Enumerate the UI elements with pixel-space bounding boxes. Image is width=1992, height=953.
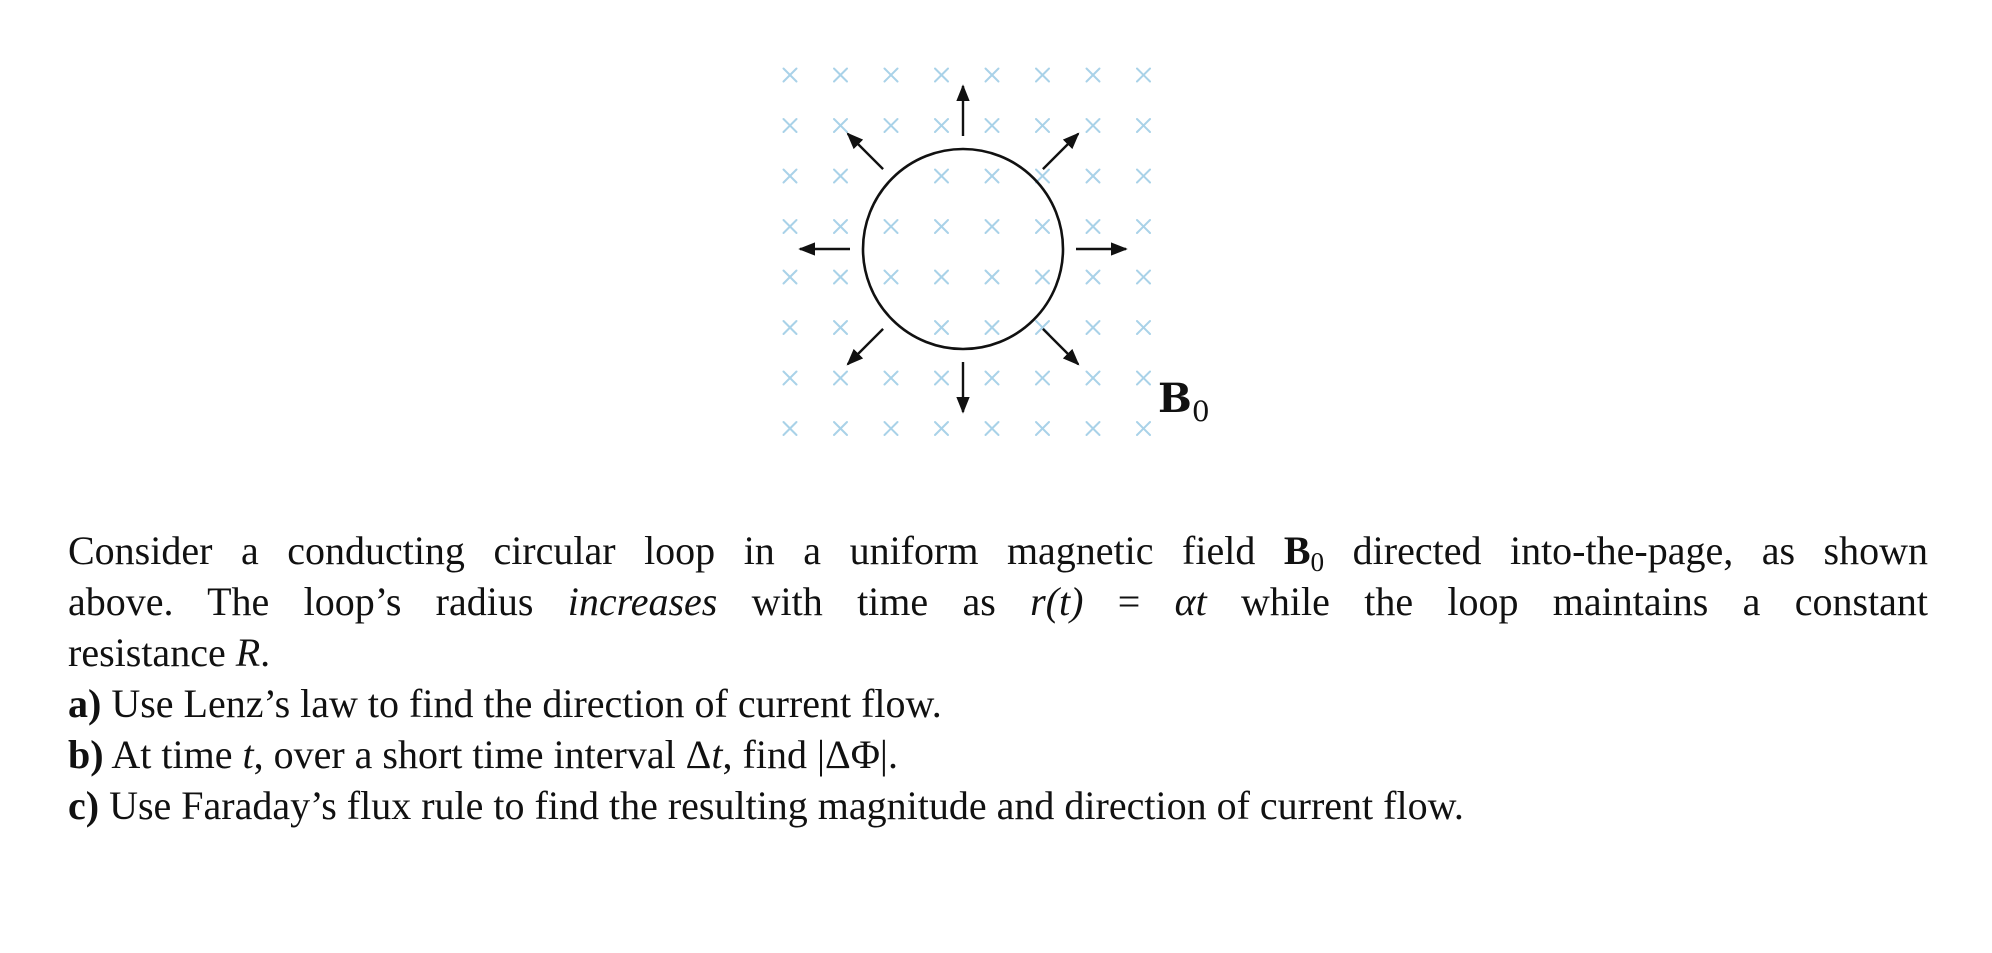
part-a: a) Use Lenz’s law to find the direction of current flow.	[68, 681, 942, 726]
cross-icon	[935, 271, 948, 284]
cross-icon	[834, 69, 847, 82]
cross-icon	[885, 69, 898, 82]
cross-icon	[834, 271, 847, 284]
cross-icon	[784, 220, 797, 233]
cross-icon	[1087, 422, 1100, 435]
intro-line-1: Consider a conducting circular loop in a uniform magnetic field $B_0$ directed into-the-page, as shown	[68, 528, 1928, 577]
loop-diagram	[0, 0, 1992, 460]
cross-icon	[1036, 220, 1049, 233]
cross-icon	[1087, 321, 1100, 334]
cross-icon	[1036, 119, 1049, 132]
cross-icon	[885, 422, 898, 435]
cross-icon	[1137, 422, 1150, 435]
cross-icon	[986, 119, 999, 132]
arrow-icon	[848, 134, 883, 169]
cross-icon	[986, 271, 999, 284]
cross-icon	[1137, 271, 1150, 284]
magnetic-field-grid	[784, 69, 1151, 436]
arrow-icon	[1043, 329, 1078, 364]
field-label-subscript: 0	[1191, 395, 1210, 428]
increases-emphasis: increases	[567, 579, 718, 624]
cross-icon	[834, 170, 847, 183]
cross-icon	[784, 170, 797, 183]
cross-icon	[935, 422, 948, 435]
cross-icon	[1036, 372, 1049, 385]
cross-icon	[1137, 170, 1150, 183]
cross-icon	[1087, 170, 1100, 183]
cross-icon	[784, 69, 797, 82]
cross-icon	[935, 119, 948, 132]
problem-statement	[68, 525, 1928, 831]
radius-function: r(t)	[1030, 579, 1084, 624]
cross-icon	[784, 321, 797, 334]
cross-icon	[1137, 69, 1150, 82]
part-c: c) Use Faraday’s flux rule to find the resulting magnitude and direction of current flow.	[68, 783, 1464, 828]
cross-icon	[1036, 422, 1049, 435]
cross-icon	[784, 372, 797, 385]
cross-icon	[1137, 220, 1150, 233]
part-b-label: b)	[68, 732, 104, 777]
cross-icon	[986, 422, 999, 435]
cross-icon	[784, 422, 797, 435]
field-label: $B_0$	[1158, 375, 1210, 428]
cross-icon	[1087, 271, 1100, 284]
cross-icon	[935, 69, 948, 82]
cross-icon	[1137, 119, 1150, 132]
cross-icon	[1036, 69, 1049, 82]
cross-icon	[935, 220, 948, 233]
cross-icon	[784, 119, 797, 132]
cross-icon	[834, 220, 847, 233]
cross-icon	[1087, 372, 1100, 385]
resistance-symbol: R	[235, 630, 261, 675]
cross-icon	[834, 119, 847, 132]
cross-icon	[935, 372, 948, 385]
cross-icon	[1036, 170, 1049, 183]
intro-line-3: resistance R.	[68, 630, 271, 675]
part-c-label: c)	[68, 783, 100, 828]
cross-icon	[1087, 69, 1100, 82]
arrow-icon	[1043, 134, 1078, 169]
expansion-arrows	[800, 86, 1126, 412]
cross-icon	[986, 69, 999, 82]
part-a-label: a)	[68, 681, 102, 726]
cross-icon	[935, 321, 948, 334]
cross-icon	[986, 321, 999, 334]
cross-icon	[986, 170, 999, 183]
cross-icon	[885, 271, 898, 284]
cross-icon	[1137, 372, 1150, 385]
cross-icon	[834, 372, 847, 385]
cross-icon	[1087, 220, 1100, 233]
field-symbol: B	[1283, 528, 1311, 573]
cross-icon	[885, 119, 898, 132]
conducting-loop	[863, 149, 1063, 349]
cross-icon	[834, 321, 847, 334]
cross-icon	[885, 372, 898, 385]
arrow-icon	[848, 329, 883, 364]
cross-icon	[885, 220, 898, 233]
intro-line-2: above. The loop’s radius increases with time as r(t) = αt while the loop maintains a constant	[68, 579, 1928, 624]
cross-icon	[784, 271, 797, 284]
cross-icon	[834, 422, 847, 435]
part-b: b) At time t, over a short time interval Δt, find |ΔΦ|.	[68, 732, 898, 777]
cross-icon	[986, 220, 999, 233]
alpha-t: αt	[1174, 579, 1207, 624]
cross-icon	[1137, 321, 1150, 334]
cross-icon	[935, 170, 948, 183]
cross-icon	[986, 372, 999, 385]
field-subscript: 0	[1310, 546, 1325, 577]
cross-icon	[1036, 271, 1049, 284]
cross-icon	[1087, 119, 1100, 132]
